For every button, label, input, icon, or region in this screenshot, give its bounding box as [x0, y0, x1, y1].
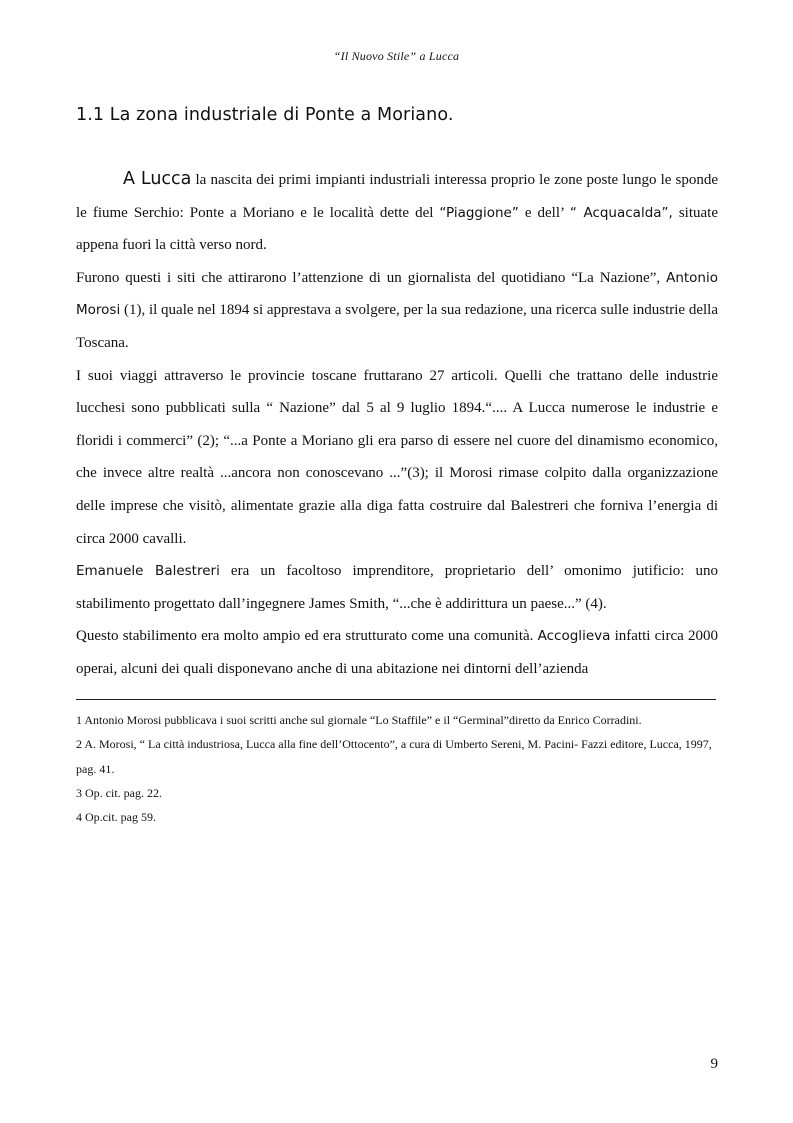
place-name-acquacalda: “ Acquacalda”, [569, 204, 673, 221]
section-heading: 1.1 La zona industriale di Ponte a Moriano. [76, 105, 454, 125]
paragraph-5-text-b: infatti circa 2000 operai, alcuni dei quali disponevano anche di una abitazione nei dintorni dell’azienda [76, 628, 718, 677]
paragraph-4 [76, 555, 718, 620]
paragraph-5-text-a: Questo stabilimento era molto ampio ed era strutturato come una comunità. [76, 628, 538, 645]
footnote-4: 4 Op.cit. pag 59. [76, 810, 156, 825]
footnote-2: 2 A. Morosi, “ La città industriosa, Lucca alla fine dell’Ottocento”, a cura di Umberto Sereni, M. Pacini- Fazzi editore, Lucca, 1997, pag. 41. [76, 737, 712, 776]
paragraph-1-text-a: la nascita dei primi impianti industriali interessa proprio le zone poste lungo le sponde le fiume Serchio: Ponte a Moriano e le località dette del [76, 172, 718, 221]
place-name-lucca: A Lucca [123, 169, 192, 189]
page-number: 9 [710, 1056, 718, 1072]
word-accoglieva: Accoglieva [537, 628, 611, 645]
paragraph-1 [76, 163, 718, 262]
body-text [76, 163, 718, 686]
footnotes [76, 708, 726, 829]
paragraph-2-text-b: (1), il quale nel 1894 si apprestava a svolgere, per la sua redazione, una ricerca sulle industrie della Toscana. [76, 302, 718, 351]
paragraph-1-text-c: situate appena fuori la città verso nord. [76, 204, 718, 254]
person-name-morosi: Antonio Morosi [76, 269, 718, 319]
paragraph-3: I suoi viaggi attraverso le provincie toscane fruttarano 27 articoli. Quelli che trattano delle industrie lucchesi sono pubblicati sulla “ Nazione” dal 5 al 9 luglio 1894.“.... A Lucca numerose le industrie e floridi i commerci” (2); “...a Ponte a Moriano gli era parso di essere nel cuore del dinamismo economico, che invece altre realtà ...ancora non conoscevano ...”(3); il Morosi rimase colpito dalla organizzazione delle imprese che visitò, alimentate grazie alla diga fatta costruire dal Balestreri che forniva l’energia di circa 2000 cavalli. [76, 367, 718, 547]
paragraph-5 [76, 620, 718, 685]
paragraph-2 [76, 262, 718, 360]
paragraph-2-text-a: Furono questi i siti che attirarono l’attenzione di un giornalista del quotidiano “La Nazione”, [76, 269, 667, 286]
footnote-1: 1 Antonio Morosi pubblicava i suoi scritti anche sul giornale “Lo Staffile” e il “Germinal”diretto da Enrico Corradini. [76, 713, 642, 727]
footnote-divider [76, 699, 716, 700]
footnote-3: 3 Op. cit. pag. 22. [76, 785, 162, 800]
running-header: “Il Nuovo Stile” a Lucca [333, 49, 460, 63]
paragraph-1-text-b: e dell’ [518, 204, 570, 221]
person-name-balestreri: Emanuele Balestreri [76, 563, 220, 580]
paragraph-4-text: era un facoltoso imprenditore, proprietario dell’ omonimo jutificio: uno stabilimento progettato dall’ingegnere James Smith, “...che è addirittura un paese...” (4). [76, 563, 719, 612]
place-name-piaggione: “Piaggione” [439, 204, 519, 221]
